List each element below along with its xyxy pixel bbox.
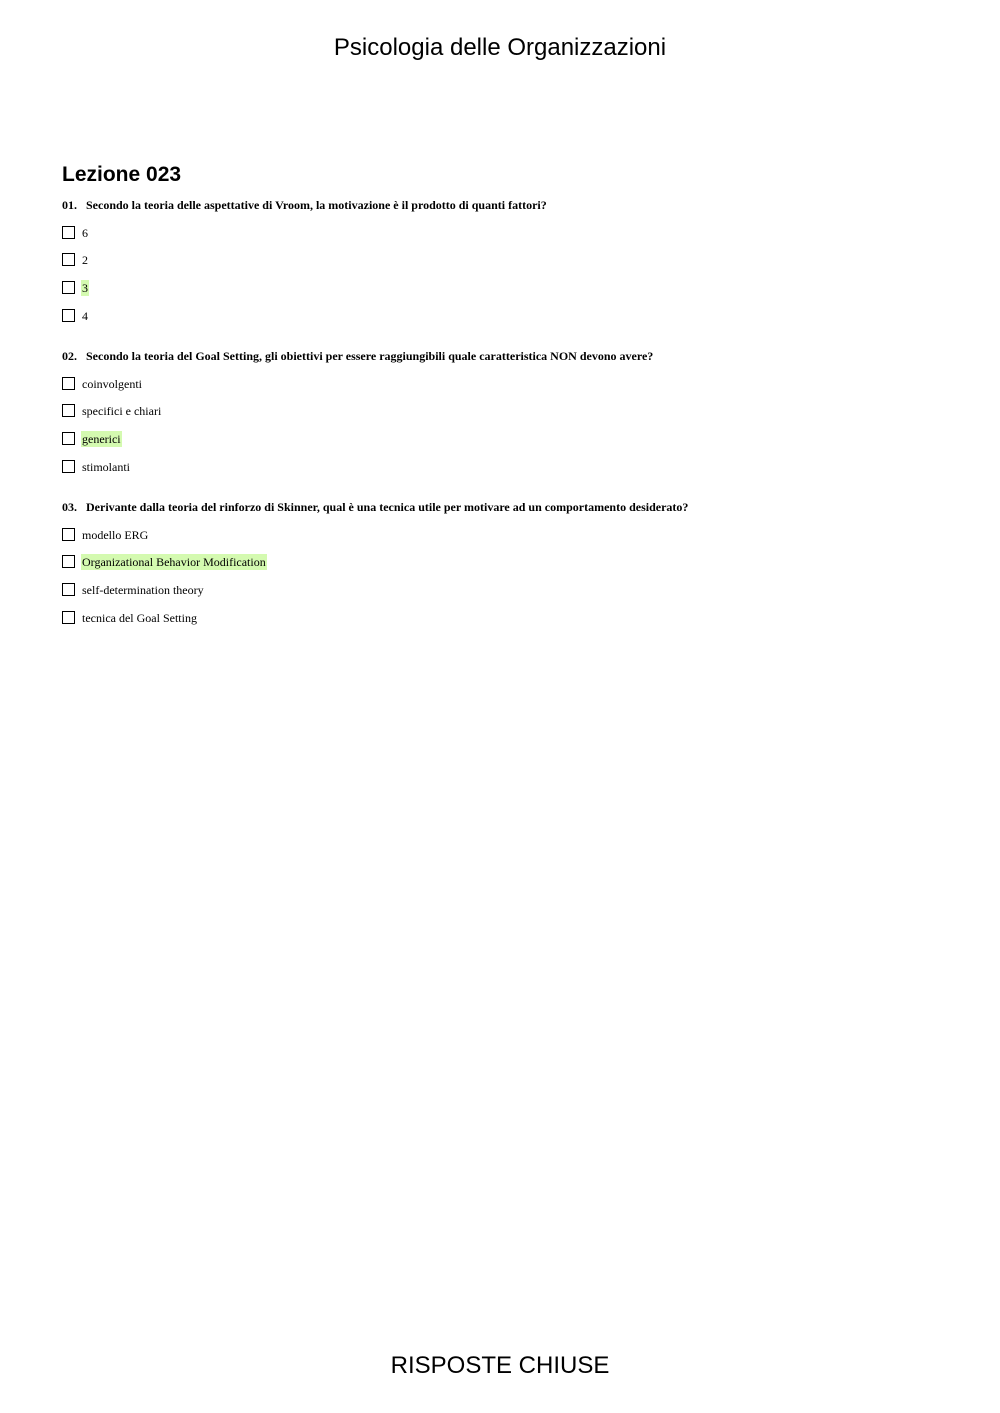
answer-option[interactable] — [62, 403, 962, 419]
answer-checkbox[interactable] — [62, 226, 75, 239]
answer-label-correct-highlighted: 3 — [82, 281, 88, 296]
question-text — [62, 499, 962, 515]
answer-label-correct-highlighted: generici — [82, 432, 121, 447]
answer-checkbox[interactable] — [62, 377, 75, 390]
answer-label-correct-highlighted: Organizational Behavior Modification — [82, 555, 266, 570]
answer-option[interactable] — [62, 252, 962, 268]
answer-checkbox[interactable] — [62, 555, 75, 568]
answer-option[interactable] — [62, 308, 962, 324]
answer-checkbox[interactable] — [62, 432, 75, 445]
answer-label: 4 — [82, 308, 88, 323]
question-text — [62, 348, 962, 364]
question-number: 01. — [62, 198, 77, 212]
answer-option[interactable] — [62, 527, 962, 543]
question-block — [62, 348, 962, 475]
document-footer-label: RISPOSTE CHIUSE — [390, 1352, 610, 1379]
document-header-title: Psicologia delle Organizzazioni — [333, 34, 667, 61]
answer-checkbox[interactable] — [62, 611, 75, 624]
answer-label: tecnica del Goal Setting — [82, 610, 197, 625]
question-block — [62, 197, 962, 324]
question-number: 02. — [62, 349, 77, 363]
answer-checkbox[interactable] — [62, 583, 75, 596]
answer-checkbox[interactable] — [62, 528, 75, 541]
answer-option[interactable] — [62, 459, 962, 475]
answer-label: 6 — [82, 225, 88, 240]
answer-option[interactable] — [62, 225, 962, 241]
answer-checkbox[interactable] — [62, 253, 75, 266]
answer-checkbox[interactable] — [62, 460, 75, 473]
question-number: 03. — [62, 500, 77, 514]
answer-label: modello ERG — [82, 527, 149, 542]
question-text — [62, 197, 962, 213]
answer-label: specifici e chiari — [82, 404, 162, 419]
lesson-title: Lezione 023 — [62, 163, 182, 186]
question-prompt: Secondo la teoria del Goal Setting, gli obiettivi per essere raggiungibili quale caratteristica NON devono avere? — [86, 349, 654, 363]
answer-option[interactable] — [62, 431, 962, 447]
answer-label: coinvolgenti — [82, 376, 142, 391]
answer-label: stimolanti — [82, 459, 130, 474]
answer-option[interactable] — [62, 280, 962, 296]
answer-checkbox[interactable] — [62, 309, 75, 322]
answer-option[interactable] — [62, 554, 962, 570]
answer-label: 2 — [82, 253, 88, 268]
answer-checkbox[interactable] — [62, 281, 75, 294]
answer-option[interactable] — [62, 376, 962, 392]
answer-option[interactable] — [62, 582, 962, 598]
answer-checkbox[interactable] — [62, 404, 75, 417]
question-prompt: Derivante dalla teoria del rinforzo di Skinner, qual è una tecnica utile per motivare ad un comportamento desiderato? — [86, 500, 689, 514]
question-block — [62, 499, 962, 626]
question-prompt: Secondo la teoria delle aspettative di Vroom, la motivazione è il prodotto di quanti fattori? — [86, 198, 547, 212]
answer-option[interactable] — [62, 610, 962, 626]
answer-label: self-determination theory — [82, 583, 204, 598]
